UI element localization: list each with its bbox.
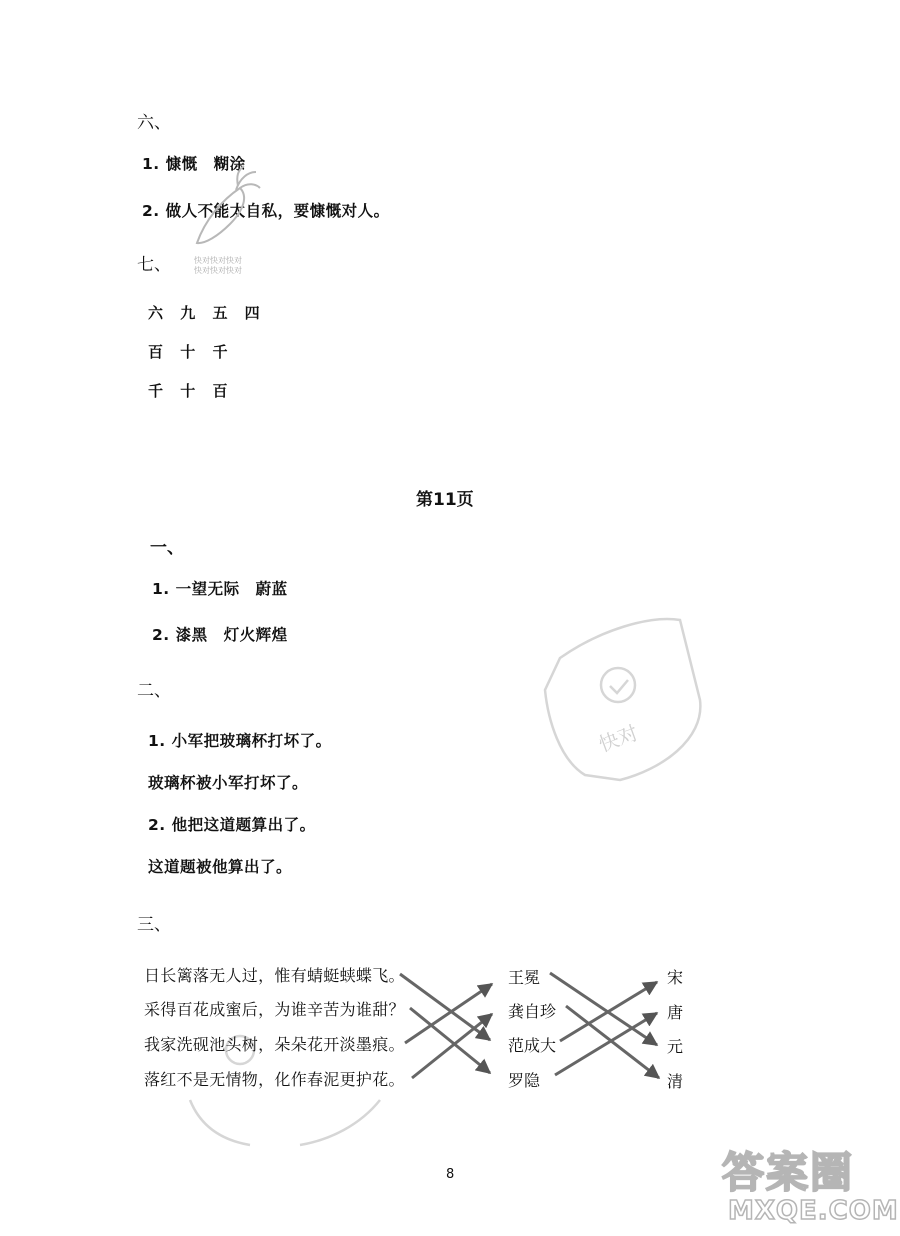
match-line-poet2-dynasty4 [566,1006,659,1078]
match-line-poet3-dynasty1 [560,982,657,1041]
section-6-heading: 六、 [137,113,171,133]
poet-4: 罗隐 [508,1071,541,1090]
match-line-poem2-poet4 [410,1008,490,1073]
page-number: 8 [446,1167,455,1182]
match-line-poem1-poet3 [400,974,490,1040]
poet-3: 范成大 [508,1036,557,1055]
part-2-item-1: 1. 小军把玻璃杯打坏了。 [148,732,332,750]
section-7-row-1: 六 九 五 四 [148,304,266,322]
poem-line-3: 我家洗砚池头树，朵朵花开淡墨痕。 [144,1035,405,1054]
poem-line-2: 采得百花成蜜后，为谁辛苦为谁甜？ [144,1000,405,1019]
part-2-heading: 二、 [137,681,171,701]
part-1-item-2: 2. 漆黑 灯火辉煌 [152,626,288,644]
section-6-item-1: 1. 慷慨 糊涂 [142,155,246,173]
part-1-heading: 一、 [150,538,184,558]
watermark-small-line-1: 快对快对快对 [194,256,242,265]
part-3-heading: 三、 [137,915,171,935]
part-1-item-1: 1. 一望无际 蔚蓝 [152,580,288,598]
match-line-poem3-poet1 [405,984,492,1043]
poet-1: 王冕 [508,968,541,987]
watermark-small-line-2: 快对快对快对 [194,266,242,275]
match-line-poet4-dynasty2 [555,1013,657,1075]
poem-line-4: 落红不是无情物，化作春泥更护花。 [144,1070,405,1089]
part-2-item-3: 2. 他把这道题算出了。 [148,816,316,834]
poem-line-1: 日长篱落无人过，惟有蜻蜓蛱蝶飞。 [144,966,405,985]
part-2-item-2: 玻璃杯被小军打坏了。 [148,774,309,792]
dynasty-4: 清 [667,1072,684,1091]
section-6-item-2: 2. 做人不能太自私，要慷慨对人。 [142,202,390,220]
dynasty-2: 唐 [667,1003,684,1022]
match-line-poem4-poet2 [412,1014,492,1078]
dynasty-1: 宋 [667,968,684,987]
watermark-big-text: 快对 [595,720,642,757]
corner-watermark-logo: 答案圈 [722,1148,855,1197]
match-line-poet1-dynasty3 [550,973,657,1045]
section-7-heading: 七、 [137,255,171,275]
part-2-item-4: 这道题被他算出了。 [148,858,293,876]
corner-watermark-url: MXQE.COM [728,1196,899,1226]
page-title: 第11页 [416,490,474,510]
poet-2: 龚自珍 [508,1002,557,1021]
dynasty-3: 元 [667,1037,684,1056]
section-7-row-2: 百 十 千 [148,343,234,361]
section-7-row-3: 千 十 百 [148,382,234,400]
